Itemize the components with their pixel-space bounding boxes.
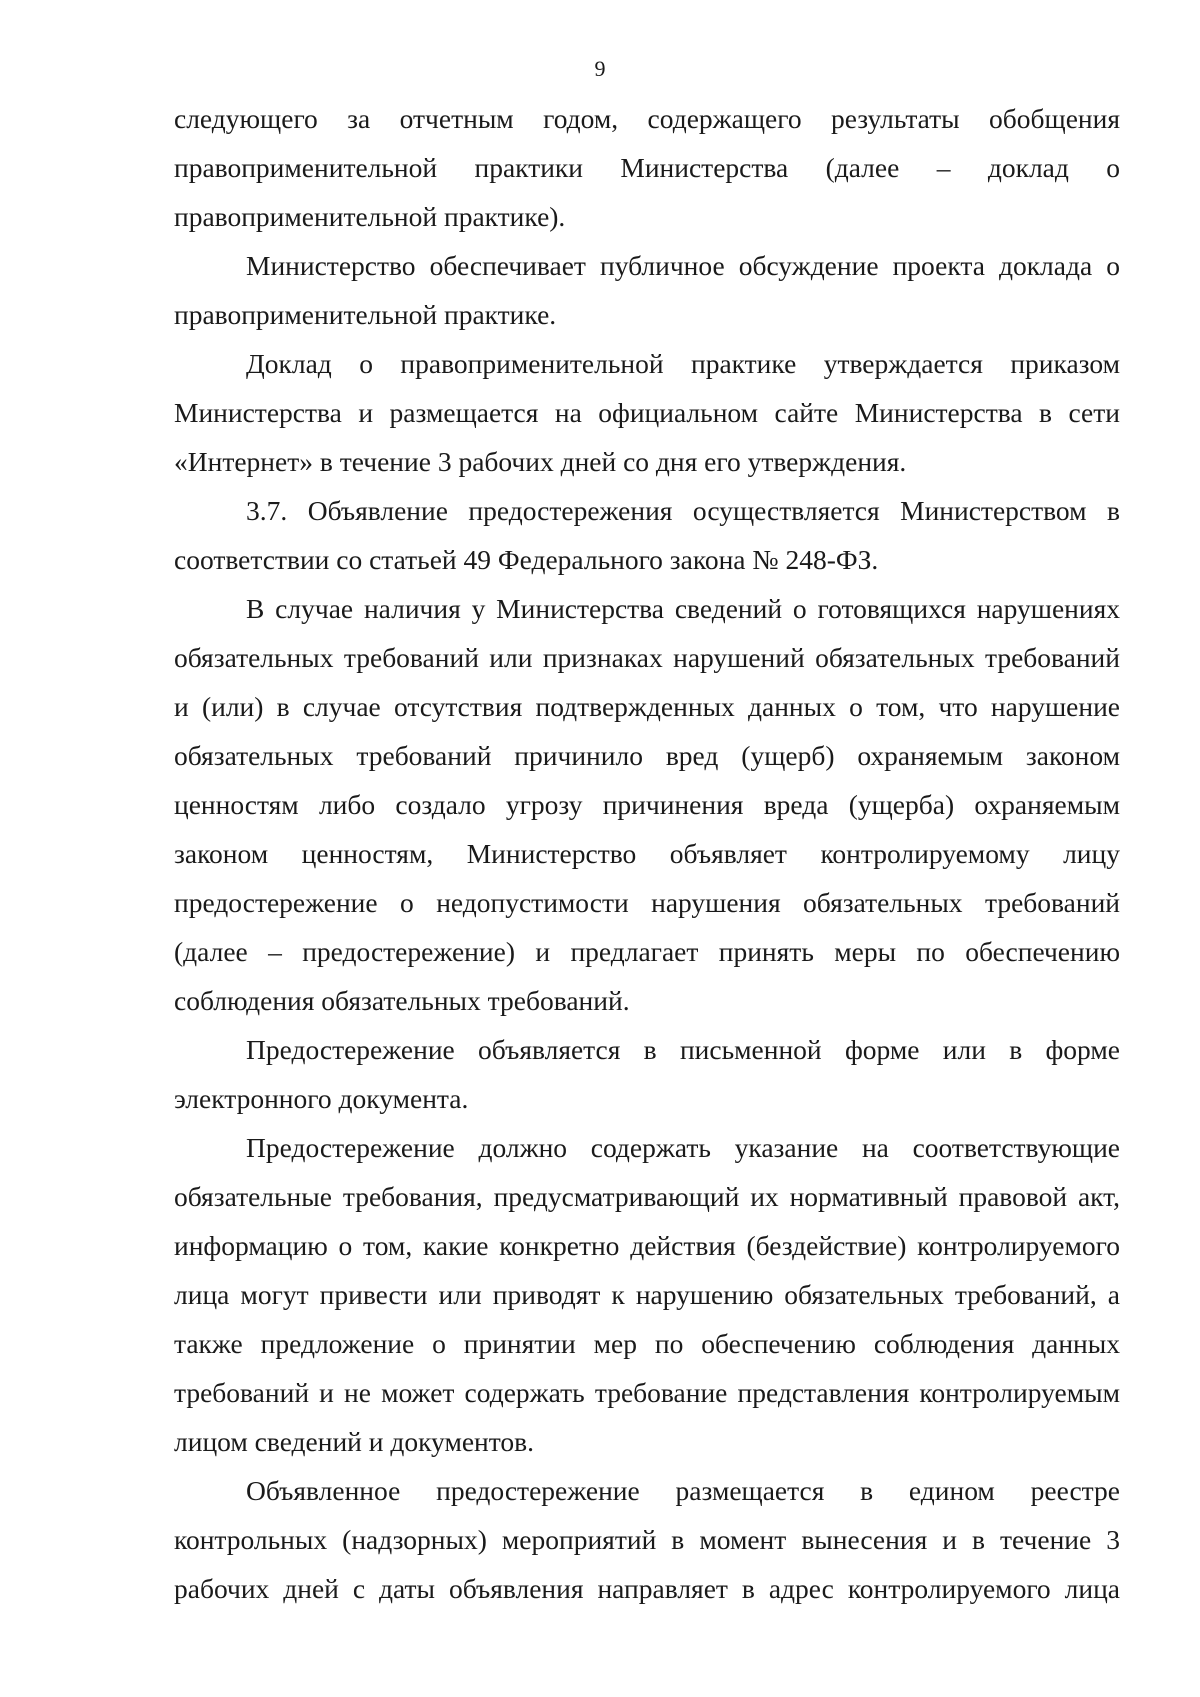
paragraph-continuation: следующего за отчетным годом, содержащего результаты обобщения правоприменительной практики Министерства (далее – доклад о правоприменительной практике). (174, 103, 1120, 232)
paragraph-section-3-7: 3.7. Объявление предостережения осуществляется Министерством в соответствии со статьей 49 Федерального закона № 248-ФЗ. (174, 495, 1120, 575)
paragraph-warning-content: Предостережение должно содержать указание на соответствующие обязательные требования, предусматривающий их нормативный правовой акт, информацию о том, какие конкретно действия (бездействие) контролируемого лица могут привести или приводят к нарушению обязательных требований, а также предложение о принятии мер по обеспечению соблюдения данных требований и не может содержать требование представления контролируемым лицом сведений и документов. (174, 1132, 1120, 1457)
paragraph-warning-form: Предостережение объявляется в письменной форме или в форме электронного документа. (174, 1034, 1120, 1114)
paragraph-warning-conditions: В случае наличия у Министерства сведений о готовящихся нарушениях обязательных требований или признаках нарушений обязательных требований и (или) в случае отсутствия подтвержденных данных о том, что нарушение обязательных требований причинило вред (ущерб) охраняемым законом ценностям либо создало угрозу причинения вреда (ущерба) охраняемым законом ценностям, Министерство объявляет контролируемому лицу предостережение о недопустимости нарушения обязательных требований (далее – предостережение) и предлагает принять меры по обеспечению соблюдения обязательных требований. (174, 593, 1120, 1016)
page-number: 9 (594, 56, 606, 81)
paragraph-public-discussion: Министерство обеспечивает публичное обсуждение проекта доклада о правоприменительной практике. (174, 250, 1120, 330)
paragraph-report-approval: Доклад о правоприменительной практике утверждается приказом Министерства и размещается на официальном сайте Министерства в сети «Интернет» в течение 3 рабочих дней со дня его утверждения. (174, 348, 1120, 477)
paragraph-warning-registry: Объявленное предостережение размещается в едином реестре контрольных (надзорных) мероприятий в момент вынесения и в течение 3 рабочих дней с даты объявления направляет в адрес контролируемого лица (174, 1475, 1120, 1604)
document-body (174, 94, 1120, 1613)
